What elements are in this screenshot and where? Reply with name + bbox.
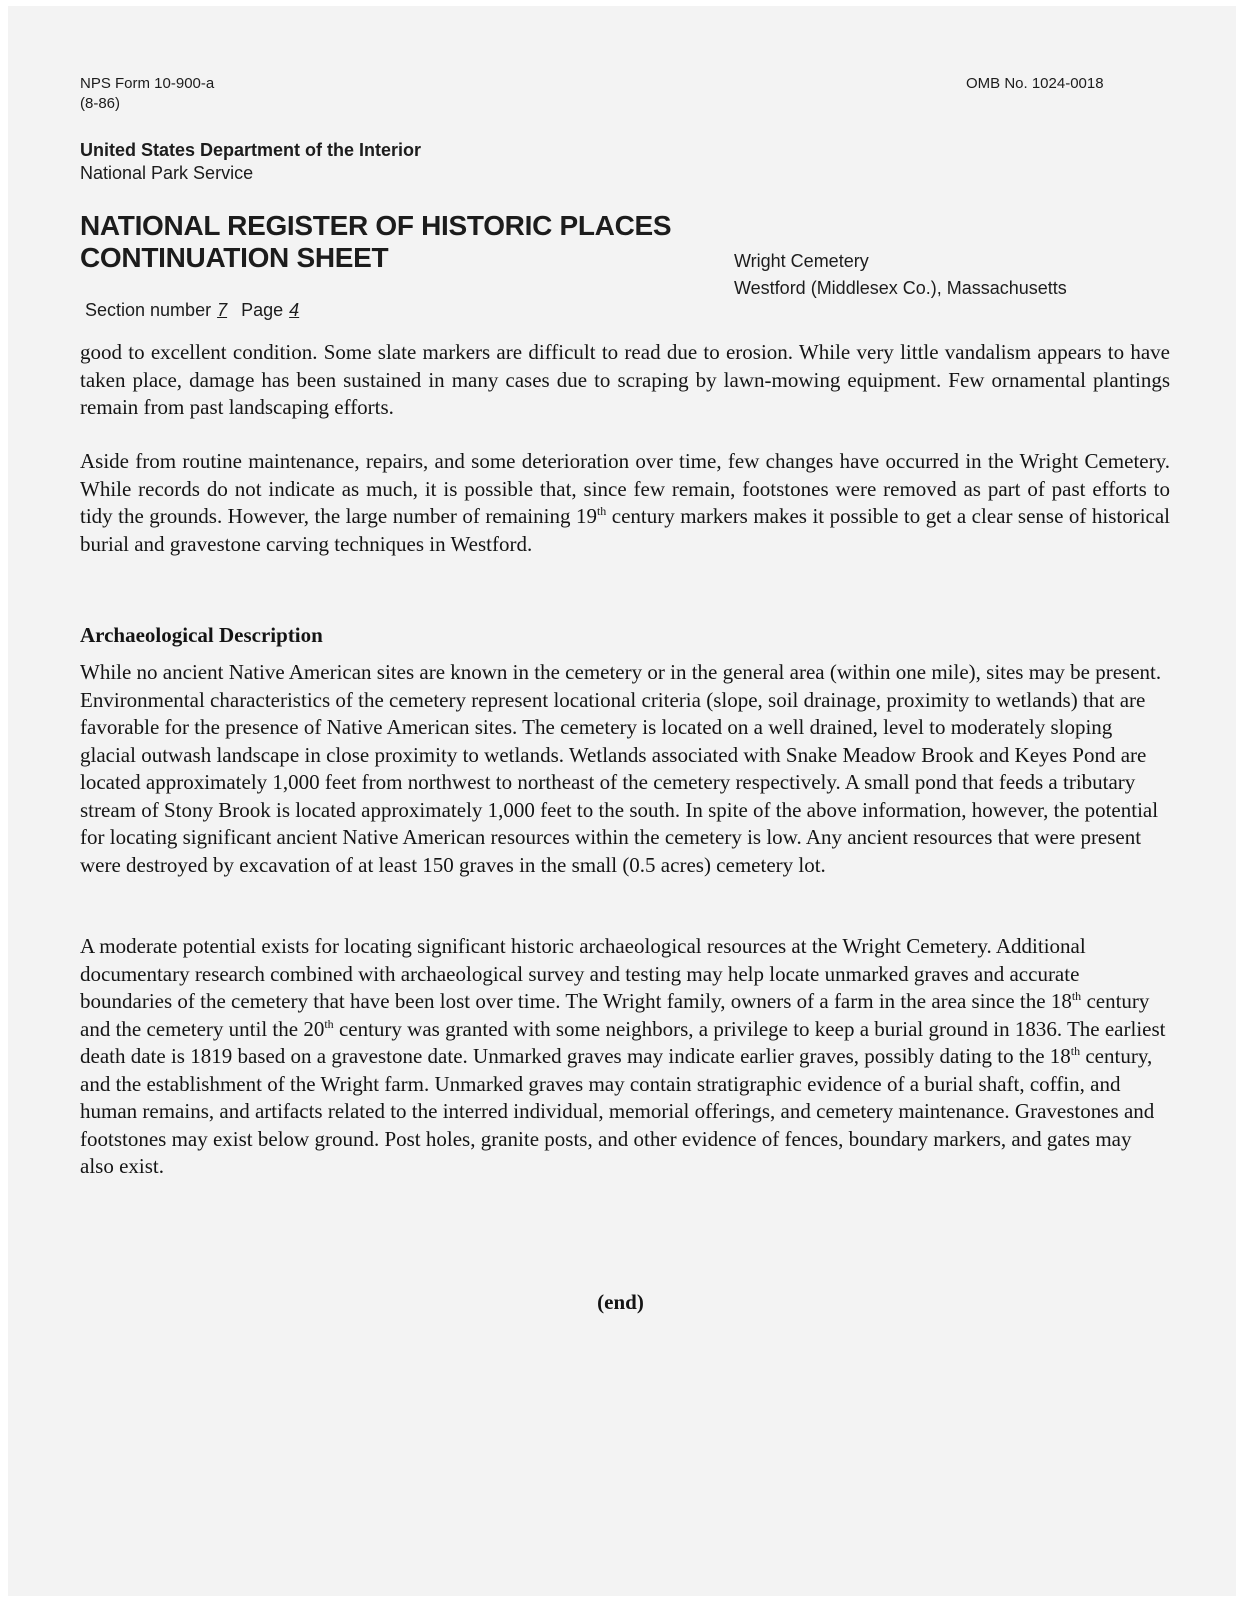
superscript-th: th bbox=[1070, 1044, 1081, 1058]
paragraph-historic-part3: century was granted with some neighbors, a privilege to keep a burial ground in 1836. The earliest death date is 1819 based on a gravestone date. Unmarked graves may indicate earlier graves, possibly dating to the 18 bbox=[80, 1016, 1166, 1068]
paragraph-native-american: While no ancient Native American sites are known in the cemetery or in the general area (within one mile), sites may be present. Environmental characteristics of the cemetery represent locational criteria (slope, soil drainage, proximity to wetlands) that are favorable for the presence of Native American sites. The cemetery is located on a well drained, level to moderately sloping glacial outwash landscape in close proximity to wetlands. Wetlands associated with Snake Meadow Brook and Keyes Pond are located approximately 1,000 feet from northwest to northeast of the cemetery respectively. A small pond that feeds a tributary stream of Stony Brook is located approximately 1,000 feet to the south. In spite of the above information, however, the potential for locating significant ancient Native American resources within the cemetery is low. Any ancient resources that were present were destroyed by excavation of at least 150 graves in the small (0.5 acres) cemetery lot. bbox=[80, 660, 1162, 877]
superscript-th: th bbox=[596, 504, 607, 518]
service-name: National Park Service bbox=[80, 163, 254, 183]
paragraph-condition: good to excellent condition. Some slate markers are difficult to read due to erosion. While very little vandalism appears to have taken place, damage has been sustained in many cases due to scraping by lawn-mowing equipment. Few ornamental plantings remain from past landscaping efforts. bbox=[80, 340, 1170, 419]
sheet-title-line1: NATIONAL REGISTER OF HISTORIC PLACES bbox=[80, 210, 672, 241]
form-number: NPS Form 10-900-a bbox=[80, 75, 215, 92]
department-name: United States Department of the Interior bbox=[80, 140, 422, 160]
paragraph-historic-part1: A moderate potential exists for locating significant historic archaeological resources at the Wright Cemetery. Additional documentary research combined with archaeological survey and testing may help locate unmarked graves and accurate boundaries of the cemetery that have been lost over time. The Wright family, owners of a farm in the area since the 18 bbox=[80, 934, 1086, 1013]
paragraph-historic-part2: century and the cemetery until the 20 bbox=[80, 989, 1150, 1041]
agency-block bbox=[80, 139, 421, 185]
section-number: 7 bbox=[217, 300, 228, 320]
omb-number: OMB No. 1024-0018 bbox=[966, 75, 1104, 92]
paragraph-changes-part2: century markers makes it possible to get a clear sense of historical burial and gravestone carving techniques in Westford. bbox=[80, 504, 1171, 556]
page-label: Page bbox=[241, 300, 284, 320]
paragraph-changes bbox=[80, 448, 1170, 558]
property-name: Wright Cemetery bbox=[734, 251, 869, 271]
form-date: (8-86) bbox=[80, 95, 121, 112]
end-marker: (end) bbox=[597, 1290, 644, 1314]
section-page-line bbox=[85, 298, 307, 322]
superscript-th: th bbox=[324, 1016, 334, 1031]
property-block bbox=[734, 248, 1067, 302]
section-label: Section number bbox=[85, 300, 212, 320]
page-number: 4 bbox=[289, 300, 300, 320]
paragraph-changes-part1: Aside from routine maintenance, repairs, and some deterioration over time, few changes have occurred in the Wright Cemetery. While records do not indicate as much, it is possible that, since few remain, footstones were removed as part of past efforts to tidy the grounds. However, the large number of remaining 19 bbox=[80, 449, 1170, 528]
paragraph-historic-archaeology bbox=[80, 933, 1170, 1181]
superscript-th: th bbox=[1071, 989, 1082, 1003]
sheet-title-line2: CONTINUATION SHEET bbox=[80, 242, 389, 273]
section-heading-archaeological: Archaeological Description bbox=[80, 623, 323, 647]
property-location: Westford (Middlesex Co.), Massachusetts bbox=[734, 278, 1067, 298]
form-identifier bbox=[80, 74, 214, 114]
paragraph-historic-part4: century, and the establishment of the Wright farm. Unmarked graves may contain stratigraphic evidence of a burial shaft, coffin, and human remains, and artifacts related to the interred individual, memorial offerings, and cemetery maintenance. Gravestones and footstones may exist below ground. Post holes, granite posts, and other evidence of fences, boundary markers, and gates may also exist. bbox=[80, 1044, 1155, 1178]
sheet-title bbox=[80, 210, 671, 274]
